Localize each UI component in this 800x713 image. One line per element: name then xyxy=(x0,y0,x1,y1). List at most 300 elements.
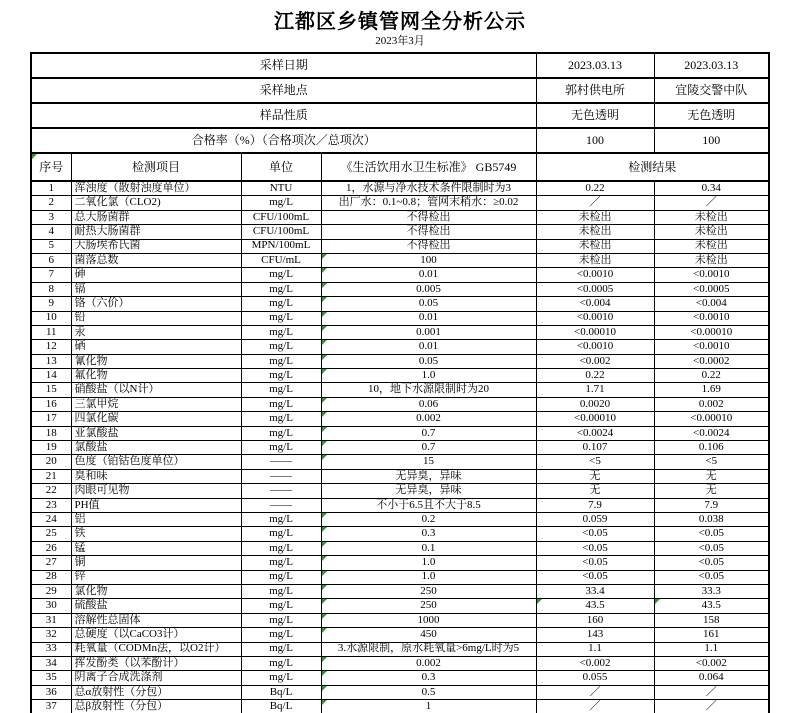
standard-limit: 0.01 xyxy=(321,311,536,325)
flag-triangle-icon xyxy=(322,340,327,345)
standard-limit: 0.5 xyxy=(321,685,536,699)
sampling-date-site1: 2023.03.13 xyxy=(536,53,654,78)
flag-triangle-icon xyxy=(322,513,327,518)
standard-limit: 1.0 xyxy=(321,570,536,584)
result-site2: 0.038 xyxy=(654,512,769,526)
unit-value: Bq/L xyxy=(241,700,321,713)
standard-limit: 0.7 xyxy=(321,441,536,455)
result-site1: <0.002 xyxy=(536,354,654,368)
table-row xyxy=(31,383,769,397)
item-name: 浑浊度（散射浊度单位） xyxy=(71,181,241,196)
unit-value: mg/L xyxy=(241,369,321,383)
standard-limit: 0.1 xyxy=(321,541,536,555)
sampling-date-label: 采样日期 xyxy=(31,53,536,78)
flag-triangle-icon xyxy=(322,527,327,532)
table-row xyxy=(31,656,769,670)
row-index: 13 xyxy=(31,354,71,368)
row-index: 33 xyxy=(31,642,71,656)
standard-limit: 1 xyxy=(321,700,536,713)
result-site1: <0.0010 xyxy=(536,268,654,282)
item-name: 氯酸盐 xyxy=(71,441,241,455)
result-site1: 无 xyxy=(536,469,654,483)
table-row xyxy=(31,469,769,483)
result-site2: <0.05 xyxy=(654,556,769,570)
unit-value: mg/L xyxy=(241,656,321,670)
row-index: 4 xyxy=(31,225,71,239)
row-index: 27 xyxy=(31,556,71,570)
table-row xyxy=(31,268,769,282)
result-site1: 7.9 xyxy=(536,498,654,512)
column-header-result: 检测结果 xyxy=(536,153,769,181)
unit-value: mg/L xyxy=(241,584,321,598)
result-site2: <0.0024 xyxy=(654,426,769,440)
item-name: 硫酸盐 xyxy=(71,599,241,613)
result-site2: <0.05 xyxy=(654,570,769,584)
item-name: 菌落总数 xyxy=(71,253,241,267)
item-name: 阴离子合成洗涤剂 xyxy=(71,671,241,685)
unit-value: mg/L xyxy=(241,628,321,642)
table-row xyxy=(31,685,769,699)
table-row xyxy=(31,340,769,354)
unit-value: —— xyxy=(241,484,321,498)
table-row xyxy=(31,239,769,253)
item-name: PH值 xyxy=(71,498,241,512)
result-site2: 0.22 xyxy=(654,369,769,383)
item-name: 铝 xyxy=(71,512,241,526)
unit-value: —— xyxy=(241,498,321,512)
standard-limit: 0.002 xyxy=(321,412,536,426)
result-site1: 1.71 xyxy=(536,383,654,397)
result-site1: ／ xyxy=(536,196,654,210)
unit-value: mg/L xyxy=(241,282,321,296)
flag-triangle-icon xyxy=(322,441,327,446)
flag-triangle-icon xyxy=(322,599,327,604)
result-site2: 7.9 xyxy=(654,498,769,512)
row-index: 37 xyxy=(31,700,71,713)
result-site1: 0.055 xyxy=(536,671,654,685)
result-site1: 33.4 xyxy=(536,584,654,598)
table-row xyxy=(31,642,769,656)
row-index: 10 xyxy=(31,311,71,325)
unit-value: mg/L xyxy=(241,354,321,368)
sampling-location-label: 采样地点 xyxy=(31,78,536,103)
flag-triangle-icon xyxy=(322,628,327,633)
sample-nature-site1: 无色透明 xyxy=(536,103,654,128)
result-site1: <0.05 xyxy=(536,556,654,570)
row-index: 24 xyxy=(31,512,71,526)
row-index: 5 xyxy=(31,239,71,253)
table-row xyxy=(31,210,769,224)
standard-limit: 450 xyxy=(321,628,536,642)
page-title: 江都区乡镇管网全分析公示 xyxy=(274,11,526,33)
result-site2: <0.004 xyxy=(654,297,769,311)
standard-limit: 0.05 xyxy=(321,297,536,311)
standard-limit: 100 xyxy=(321,253,536,267)
table-row xyxy=(31,498,769,512)
row-index: 35 xyxy=(31,671,71,685)
item-name: 氟化物 xyxy=(71,369,241,383)
result-site2: 未检出 xyxy=(654,225,769,239)
pass-rate-label: 合格率（%）（合格项次／总项次） xyxy=(31,128,536,153)
item-name: 臭和味 xyxy=(71,469,241,483)
table-row xyxy=(31,527,769,541)
item-name: 三氯甲烷 xyxy=(71,397,241,411)
standard-limit: 0.001 xyxy=(321,325,536,339)
row-index: 31 xyxy=(31,613,71,627)
result-site2: 0.064 xyxy=(654,671,769,685)
item-name: 二氧化氯（CLO2) xyxy=(71,196,241,210)
result-site1: <0.0010 xyxy=(536,311,654,325)
flag-triangle-icon xyxy=(322,657,327,662)
unit-value: mg/L xyxy=(241,441,321,455)
row-index: 34 xyxy=(31,656,71,670)
unit-value: CFU/100mL xyxy=(241,225,321,239)
standard-limit: 无异臭，异味 xyxy=(321,484,536,498)
unit-value: mg/L xyxy=(241,397,321,411)
table-row xyxy=(31,426,769,440)
result-site1: <0.05 xyxy=(536,527,654,541)
item-name: 铁 xyxy=(71,527,241,541)
standard-limit: 0.01 xyxy=(321,268,536,282)
table-row xyxy=(31,325,769,339)
item-name: 总β放射性（分包） xyxy=(71,700,241,713)
unit-value: mg/L xyxy=(241,671,321,685)
table-row xyxy=(31,512,769,526)
result-site1: 无 xyxy=(536,484,654,498)
item-name: 锌 xyxy=(71,570,241,584)
result-site2: <0.00010 xyxy=(654,325,769,339)
row-index: 25 xyxy=(31,527,71,541)
flag-triangle-icon xyxy=(322,369,327,374)
result-site2: 无 xyxy=(654,469,769,483)
row-index: 23 xyxy=(31,498,71,512)
unit-value: Bq/L xyxy=(241,685,321,699)
result-site1: <0.002 xyxy=(536,656,654,670)
row-index: 22 xyxy=(31,484,71,498)
table-row xyxy=(31,584,769,598)
result-site1: 0.22 xyxy=(536,369,654,383)
table-header-section xyxy=(31,53,769,181)
unit-value: mg/L xyxy=(241,268,321,282)
result-site1: <0.0024 xyxy=(536,426,654,440)
result-site2: <0.0005 xyxy=(654,282,769,296)
flag-triangle-icon xyxy=(655,599,660,604)
result-site2: 未检出 xyxy=(654,253,769,267)
unit-value: mg/L xyxy=(241,196,321,210)
unit-value: —— xyxy=(241,469,321,483)
flag-triangle-icon xyxy=(322,671,327,676)
result-site1: 未检出 xyxy=(536,210,654,224)
standard-limit: 1，水源与净水技术条件限制时为3 xyxy=(321,181,536,196)
unit-value: mg/L xyxy=(241,426,321,440)
item-name: 汞 xyxy=(71,325,241,339)
result-site2: <0.05 xyxy=(654,527,769,541)
item-name: 铬（六价） xyxy=(71,297,241,311)
standard-limit: 1.0 xyxy=(321,556,536,570)
result-site1: <0.0005 xyxy=(536,282,654,296)
column-header-item: 检测项目 xyxy=(71,153,241,181)
table-row xyxy=(31,253,769,267)
item-name: 硝酸盐（以N计） xyxy=(71,383,241,397)
standard-limit: 10，地下水源限制时为20 xyxy=(321,383,536,397)
result-site1: <0.05 xyxy=(536,541,654,555)
result-site2: 161 xyxy=(654,628,769,642)
item-name: 总硬度（以CaCO3计） xyxy=(71,628,241,642)
unit-value: mg/L xyxy=(241,613,321,627)
item-name: 溶解性总固体 xyxy=(71,613,241,627)
table-row xyxy=(31,441,769,455)
flag-triangle-icon xyxy=(322,297,327,302)
result-site2: 未检出 xyxy=(654,210,769,224)
unit-value: mg/L xyxy=(241,325,321,339)
pass-rate-site1: 100 xyxy=(536,128,654,153)
column-header-row xyxy=(31,153,769,181)
sample-nature-site2: 无色透明 xyxy=(654,103,769,128)
standard-limit: 无异臭，异味 xyxy=(321,469,536,483)
flag-triangle-icon xyxy=(537,599,542,604)
flag-triangle-icon xyxy=(322,254,327,259)
standard-limit: 不得检出 xyxy=(321,210,536,224)
standard-limit: 0.3 xyxy=(321,671,536,685)
row-index: 14 xyxy=(31,369,71,383)
item-name: 肉眼可见物 xyxy=(71,484,241,498)
flag-triangle-icon xyxy=(322,686,327,691)
page-subtitle: 2023年3月 xyxy=(375,35,425,47)
result-site1: ／ xyxy=(536,685,654,699)
result-site2: 158 xyxy=(654,613,769,627)
result-site1: 0.0020 xyxy=(536,397,654,411)
item-name: 氯化物 xyxy=(71,584,241,598)
flag-triangle-icon xyxy=(322,268,327,273)
result-site2: <0.00010 xyxy=(654,412,769,426)
result-site1: <0.05 xyxy=(536,570,654,584)
flag-triangle-icon xyxy=(322,585,327,590)
sample-nature-label: 样品性质 xyxy=(31,103,536,128)
result-site1: <0.00010 xyxy=(536,325,654,339)
item-name: 耗氧量（CODMn法，以O2计） xyxy=(71,642,241,656)
unit-value: mg/L xyxy=(241,527,321,541)
row-index: 7 xyxy=(31,268,71,282)
row-index: 21 xyxy=(31,469,71,483)
row-index: 8 xyxy=(31,282,71,296)
item-name: 耐热大肠菌群 xyxy=(71,225,241,239)
flag-triangle-icon xyxy=(32,154,37,159)
sample-nature-row xyxy=(31,103,769,128)
unit-value: —— xyxy=(241,455,321,469)
pass-rate-row xyxy=(31,128,769,153)
sampling-location-row xyxy=(31,78,769,103)
item-name: 大肠埃希氏菌 xyxy=(71,239,241,253)
result-site2: 43.5 xyxy=(654,599,769,613)
table-row xyxy=(31,484,769,498)
result-site2: 33.3 xyxy=(654,584,769,598)
row-index: 3 xyxy=(31,210,71,224)
result-site2: <0.0002 xyxy=(654,354,769,368)
results-tbody xyxy=(31,181,769,713)
item-name: 镉 xyxy=(71,282,241,296)
table-row xyxy=(31,628,769,642)
standard-limit: 0.01 xyxy=(321,340,536,354)
unit-value: mg/L xyxy=(241,642,321,656)
result-site1: 0.107 xyxy=(536,441,654,455)
result-site1: 143 xyxy=(536,628,654,642)
result-site2: 0.002 xyxy=(654,397,769,411)
standard-limit: 出厂水：0.1~0.8；管网末稍水：≥0.02 xyxy=(321,196,536,210)
item-name: 砷 xyxy=(71,268,241,282)
pass-rate-site2: 100 xyxy=(654,128,769,153)
result-site1: 0.22 xyxy=(536,181,654,196)
result-site1: <5 xyxy=(536,455,654,469)
table-row xyxy=(31,671,769,685)
table-row xyxy=(31,225,769,239)
row-index: 26 xyxy=(31,541,71,555)
row-index: 30 xyxy=(31,599,71,613)
unit-value: mg/L xyxy=(241,311,321,325)
result-site2: 0.34 xyxy=(654,181,769,196)
row-index: 9 xyxy=(31,297,71,311)
item-name: 铜 xyxy=(71,556,241,570)
row-index: 2 xyxy=(31,196,71,210)
unit-value: NTU xyxy=(241,181,321,196)
table-row xyxy=(31,412,769,426)
row-index: 15 xyxy=(31,383,71,397)
table-row xyxy=(31,541,769,555)
result-site2: 1.69 xyxy=(654,383,769,397)
column-header-no xyxy=(31,153,71,181)
item-name: 挥发酚类（以苯酚计） xyxy=(71,656,241,670)
unit-value: mg/L xyxy=(241,556,321,570)
result-site1: 1.1 xyxy=(536,642,654,656)
row-index: 17 xyxy=(31,412,71,426)
result-site1: <0.004 xyxy=(536,297,654,311)
row-index: 16 xyxy=(31,397,71,411)
unit-value: mg/L xyxy=(241,512,321,526)
result-site1: <0.00010 xyxy=(536,412,654,426)
standard-limit: 1000 xyxy=(321,613,536,627)
standard-limit: 0.005 xyxy=(321,282,536,296)
item-name: 硒 xyxy=(71,340,241,354)
flag-triangle-icon xyxy=(322,398,327,403)
result-site1: 160 xyxy=(536,613,654,627)
result-site2: <0.0010 xyxy=(654,311,769,325)
row-index: 11 xyxy=(31,325,71,339)
table-row xyxy=(31,297,769,311)
standard-limit: 不得检出 xyxy=(321,239,536,253)
row-index: 12 xyxy=(31,340,71,354)
unit-value: mg/L xyxy=(241,599,321,613)
result-site1: 43.5 xyxy=(536,599,654,613)
table-row xyxy=(31,613,769,627)
flag-triangle-icon xyxy=(322,614,327,619)
item-name: 锰 xyxy=(71,541,241,555)
result-site2: <0.05 xyxy=(654,541,769,555)
item-name: 总α放射性（分包） xyxy=(71,685,241,699)
unit-value: mg/L xyxy=(241,383,321,397)
table-row xyxy=(31,369,769,383)
flag-triangle-icon xyxy=(322,455,327,460)
result-site2: <0.0010 xyxy=(654,268,769,282)
table-row xyxy=(31,196,769,210)
result-site2: <0.002 xyxy=(654,656,769,670)
table-row xyxy=(31,599,769,613)
flag-triangle-icon xyxy=(322,542,327,547)
row-index: 28 xyxy=(31,570,71,584)
column-header-standard: 《生活饮用水卫生标准》 GB5749 xyxy=(321,153,536,181)
unit-value: MPN/100mL xyxy=(241,239,321,253)
unit-value: mg/L xyxy=(241,570,321,584)
table-row xyxy=(31,700,769,713)
sampling-date-site2: 2023.03.13 xyxy=(654,53,769,78)
unit-value: mg/L xyxy=(241,297,321,311)
item-name: 亚氯酸盐 xyxy=(71,426,241,440)
result-site1: 0.059 xyxy=(536,512,654,526)
result-site1: 未检出 xyxy=(536,225,654,239)
unit-value: mg/L xyxy=(241,412,321,426)
table-row xyxy=(31,311,769,325)
flag-triangle-icon xyxy=(322,355,327,360)
result-site2: ／ xyxy=(654,196,769,210)
sampling-date-row xyxy=(31,53,769,78)
water-quality-table xyxy=(30,52,770,713)
item-name: 总大肠菌群 xyxy=(71,210,241,224)
row-index: 32 xyxy=(31,628,71,642)
flag-triangle-icon xyxy=(322,556,327,561)
flag-triangle-icon xyxy=(322,283,327,288)
item-name: 氰化物 xyxy=(71,354,241,368)
standard-limit: 250 xyxy=(321,599,536,613)
table-row xyxy=(31,397,769,411)
sampling-location-site1: 郭村供电所 xyxy=(536,78,654,103)
result-site1: 未检出 xyxy=(536,253,654,267)
result-site2: 0.106 xyxy=(654,441,769,455)
table-row xyxy=(31,181,769,196)
standard-limit: 1.0 xyxy=(321,369,536,383)
standard-limit: 250 xyxy=(321,584,536,598)
flag-triangle-icon xyxy=(322,326,327,331)
standard-limit: 3.水源限制，原水耗氧量>6mg/L时为5 xyxy=(321,642,536,656)
result-site2: 未检出 xyxy=(654,239,769,253)
flag-triangle-icon xyxy=(322,427,327,432)
row-index: 36 xyxy=(31,685,71,699)
result-site2: ／ xyxy=(654,700,769,713)
column-header-unit: 单位 xyxy=(241,153,321,181)
flag-triangle-icon xyxy=(322,571,327,576)
standard-limit: 0.002 xyxy=(321,656,536,670)
standard-limit: 0.7 xyxy=(321,426,536,440)
standard-limit: 0.2 xyxy=(321,512,536,526)
item-name: 色度（铂钴色度单位） xyxy=(71,455,241,469)
row-index: 20 xyxy=(31,455,71,469)
result-site2: 无 xyxy=(654,484,769,498)
sampling-location-site2: 宜陵交警中队 xyxy=(654,78,769,103)
row-index: 1 xyxy=(31,181,71,196)
standard-limit: 0.3 xyxy=(321,527,536,541)
item-name: 铅 xyxy=(71,311,241,325)
row-index: 29 xyxy=(31,584,71,598)
result-site1: 未检出 xyxy=(536,239,654,253)
standard-limit: 不得检出 xyxy=(321,225,536,239)
standard-limit: 0.06 xyxy=(321,397,536,411)
unit-value: mg/L xyxy=(241,541,321,555)
flag-triangle-icon xyxy=(322,312,327,317)
unit-value: CFU/100mL xyxy=(241,210,321,224)
table-row xyxy=(31,354,769,368)
table-row xyxy=(31,282,769,296)
result-site1: ／ xyxy=(536,700,654,713)
item-name: 四氯化碳 xyxy=(71,412,241,426)
row-index: 19 xyxy=(31,441,71,455)
flag-triangle-icon xyxy=(322,412,327,417)
